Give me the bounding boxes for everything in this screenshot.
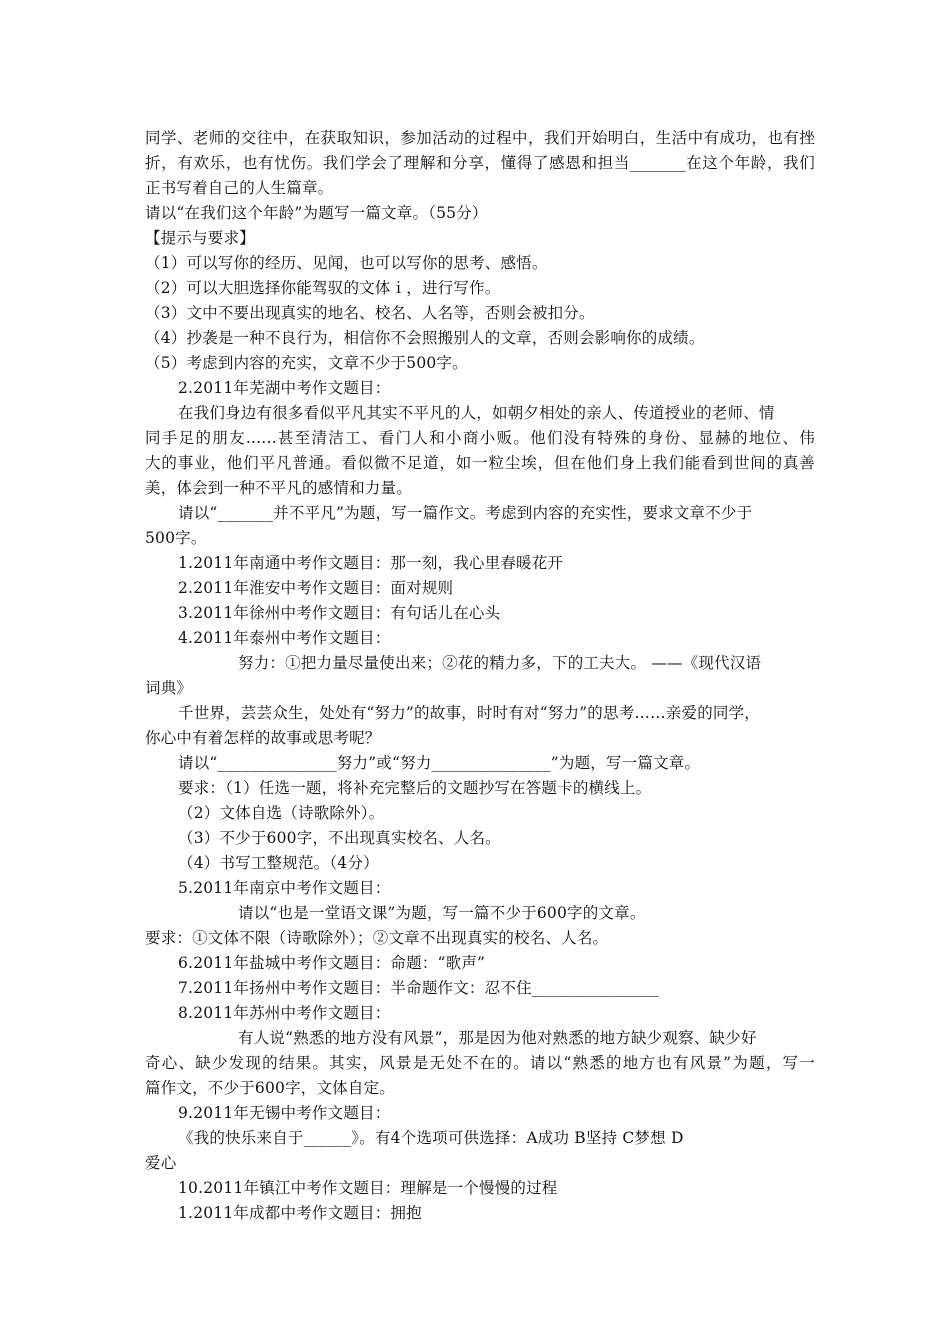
exam-heading: 7.2011年扬州中考作文题目：半命题作文：忍不住________________	[178, 979, 659, 997]
body-text-line: 词典》	[145, 679, 193, 697]
body-text-line: 奇心、缺少发现的结果。其实，风景是无处不在的。请以“熟悉的地方也有风景”为题，写一	[145, 1054, 815, 1072]
essay-prompt: 请以“也是一堂语文课”为题，写一篇不少于600字的文章。	[238, 904, 646, 922]
body-text-line: 爱心	[145, 1154, 177, 1172]
body-text-line: 同学、老师的交往中，在获取知识，参加活动的过程中，我们开始明白，生活中有成功，也有挫	[145, 129, 815, 147]
requirement-item: （4）抄袭是一种不良行为，相信你不会照搬别人的文章，否则会影响你的成绩。	[145, 329, 705, 347]
exam-heading: 9.2011年无锡中考作文题目：	[178, 1104, 391, 1122]
exam-heading: 3.2011年徐州中考作文题目：有句话儿在心头	[178, 604, 501, 622]
exam-heading: 2.2011年芜湖中考作文题目：	[178, 379, 391, 397]
section-heading: 【提示与要求】	[145, 229, 255, 247]
exam-heading: 6.2011年盐城中考作文题目：命题：“歌声”	[178, 954, 486, 972]
exam-heading: 5.2011年南京中考作文题目：	[178, 879, 391, 897]
requirement-item: （5）考虑到内容的充实，文章不少于500字。	[145, 354, 468, 372]
requirement-item: （1）可以写你的经历、见闻，也可以写你的思考、感悟。	[145, 254, 548, 272]
essay-prompt: 请以“_______________努力”或“努力_______________”为题，写一篇文章。	[178, 754, 701, 772]
body-text-line: 正书写着自己的人生篇章。	[145, 179, 334, 197]
requirement-item: 要求：（1）任选一题，将补充完整后的文题抄写在答题卡的横线上。	[178, 779, 652, 797]
exam-heading: 8.2011年苏州中考作文题目：	[178, 1004, 391, 1022]
essay-prompt: 请以“在我们这个年龄”为题写一篇文章。（55分）	[145, 204, 488, 222]
body-text-line: 篇作文，不少于600字，文体自定。	[145, 1079, 395, 1097]
body-text-line: 在我们身边有很多看似平凡其实不平凡的人，如朝夕相处的亲人、传道授业的老师、情	[178, 404, 775, 422]
body-text-line: 折，有欢乐，也有忧伤。我们学会了理解和分享，懂得了感恩和担当_______在这个年龄，我们	[145, 154, 815, 172]
requirement-item: （2）文体自选（诗歌除外）。	[178, 804, 385, 822]
body-text-line: 美，体会到一种不平凡的感情和力量。	[145, 479, 412, 497]
exam-heading: 2.2011年淮安中考作文题目：面对规则	[178, 579, 454, 597]
exam-heading: 1.2011年南通中考作文题目：那一刻，我心里春暖花开	[178, 554, 564, 572]
requirement-item: （3）不少于600字，不出现真实校名、人名。	[178, 829, 501, 847]
body-text-line: 大的事业，他们平凡普通。看似微不足道，如一粒尘埃，但在他们身上我们能看到世间的真善	[145, 454, 815, 472]
essay-prompt: 请以“_______并不平凡”为题，写一篇作文。考虑到内容的充实性，要求文章不少于	[178, 504, 753, 522]
dictionary-quote: 努力：①把力量尽量使出来；②花的精力多，下的工夫大。 ——《现代汉语	[238, 654, 762, 672]
exam-heading: 10.2011年镇江中考作文题目：理解是一个慢慢的过程	[178, 1179, 558, 1197]
body-text-line: 千世界，芸芸众生，处处有“努力”的故事，时时有对“努力”的思考……亲爱的同学，	[178, 704, 760, 722]
exam-heading: 4.2011年泰州中考作文题目：	[178, 629, 391, 647]
requirement-item: （4）书写工整规范。（4分）	[178, 854, 379, 872]
option-list: 《我的快乐来自于______》。有4个选项可供选择：A成功 B坚持 C梦想 D	[178, 1129, 684, 1147]
requirement-item: （3）文中不要出现真实的地名、校名、人名等，否则会被扣分。	[145, 304, 595, 322]
body-text-line: 你心中有着怎样的故事或思考呢？	[145, 729, 381, 747]
body-text-line: 500字。	[145, 529, 207, 547]
exam-heading: 1.2011年成都中考作文题目：拥抱	[178, 1204, 422, 1222]
body-text-line: 同手足的朋友......甚至清洁工、看门人和小商小贩。他们没有特殊的身份、显赫的地位、伟	[145, 429, 815, 447]
requirement-item: 要求：①文体不限（诗歌除外）；②文章不出现真实的校名、人名。	[145, 929, 609, 947]
body-text-line: 有人说“熟悉的地方没有风景”，那是因为他对熟悉的地方缺少观察、缺少好	[238, 1029, 757, 1047]
requirement-item: （2）可以大胆选择你能驾驭的文体ｉ，进行写作。	[145, 279, 501, 297]
